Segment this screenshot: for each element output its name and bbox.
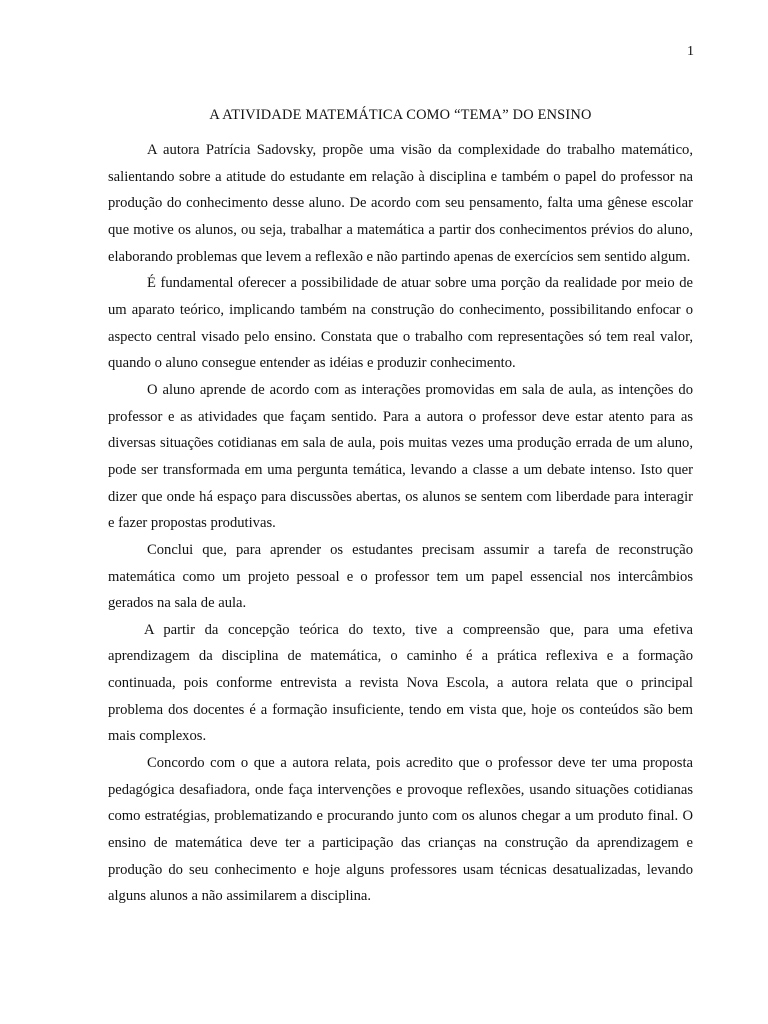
document-body (108, 137, 693, 910)
paragraph-1: A autora Patrícia Sadovsky, propõe uma visão da complexidade do trabalho matemático, salientando sobre a atitude do estudante em relação à disciplina e também o papel do professor na produção do conhecimento desse aluno. De acordo com seu pensamento, falta uma gênese escolar que motive os alunos, ou seja, trabalhar a matemática a partir dos conhecimentos prévios do aluno, elaborando problemas que levem a reflexão e não partindo apenas de exercícios sem sentido algum. (108, 142, 693, 265)
document-title: A ATIVIDADE MATEMÁTICA COMO “TEMA” DO ENSINO (209, 107, 592, 123)
paragraph-3: O aluno aprende de acordo com as interações promovidas em sala de aula, as intenções do professor e as atividades que façam sentido. Para a autora o professor deve estar atento para as diversas situações cotidianas em sala de aula, pois muitas vezes uma produção errada de um aluno, pode ser transformada em uma pergunta temática, levando a classe a um debate intenso. Isto quer dizer que onde há espaço para discussões abertas, os alunos se sentem com liberdade para interagir e fazer propostas produtivas. (108, 381, 693, 532)
paragraph-5: A partir da concepção teórica do texto, tive a compreensão que, para uma efetiva aprendizagem da disciplina de matemática, o caminho é a prática reflexiva e a formação continuada, pois conforme entrevista a revista Nova Escola, a autora relata que o principal problema dos docentes é a formação insuficiente, tendo em vista que, hoje os conteúdos são bem mais complexos. (108, 621, 693, 745)
page-number: 1 (687, 44, 694, 59)
paragraph-6: Concordo com o que a autora relata, pois acredito que o professor deve ter uma proposta pedagógica desafiadora, onde faça intervenções e provoque reflexões, usando situações cotidianas como estratégias, problematizando e procurando junto com os alunos chegar a um produto final. O ensino de matemática deve ter a participação das crianças na construção da aprendizagem e produção do seu conhecimento e hoje alguns professores usam técnicas desatualizadas, levando alguns alunos a não assimilarem a disciplina. (108, 755, 693, 905)
paragraph-2: É fundamental oferecer a possibilidade de atuar sobre uma porção da realidade por meio de um aparato teórico, implicando também na construção do conhecimento, possibilitando enfocar o aspecto central visado pelo ensino. Constata que o trabalho com representações só tem real valor, quando o aluno consegue entender as idéias e produzir conhecimento. (108, 275, 693, 372)
paragraph-4: Conclui que, para aprender os estudantes precisam assumir a tarefa de reconstrução matemática como um projeto pessoal e o professor tem um papel essencial nos intercâmbios gerados na sala de aula. (108, 541, 693, 612)
